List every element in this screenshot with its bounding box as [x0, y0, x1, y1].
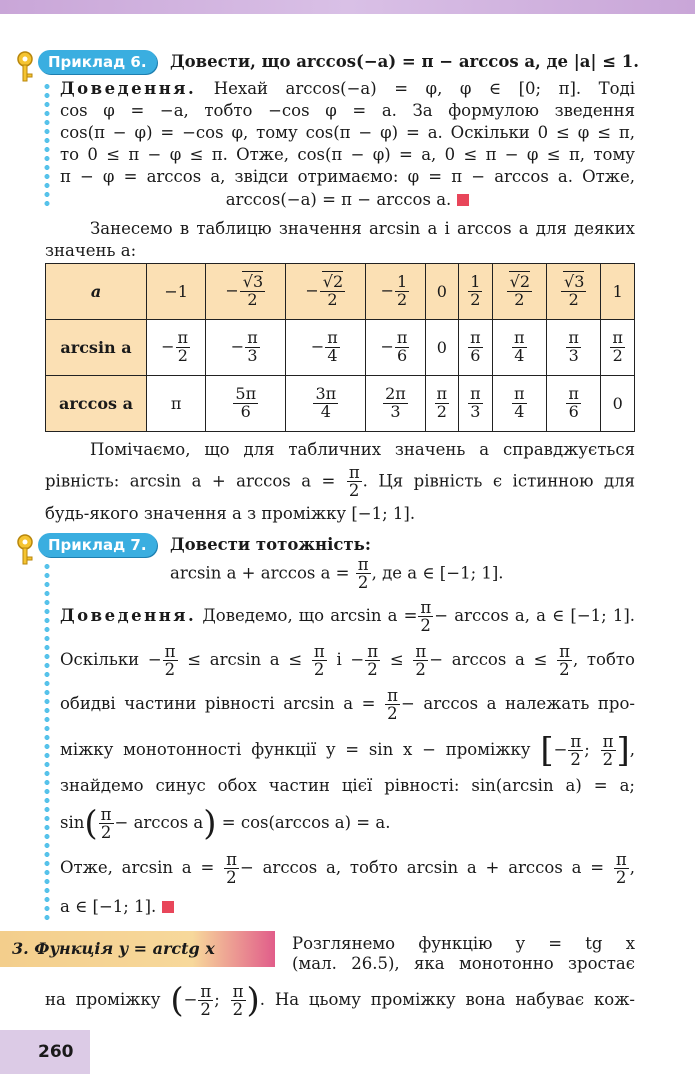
- dotted-margin: [44, 562, 50, 922]
- row-label-arccos: arccos a: [46, 376, 147, 432]
- example7-identity: arcsin a + arccos a = $\frac{\pi}{2}$ , де a ∈ [−1; 1].: [170, 555, 504, 593]
- example7-line2: Оскільки − $\frac{\pi}{2}$ ≤ arcsin a ≤ $\frac{\pi}{2}$ і − $\frac{\pi}{2}$ ≤ $\frac{\pi}{2}$ − arccos a ≤ $\frac{\pi}{2}$ , тобто: [60, 641, 635, 679]
- cell: − $\frac{√2}{2}$: [286, 264, 366, 320]
- example6-line6: [60, 189, 635, 211]
- table-intro-line1: Занесемо в таблицю значення arcsin a і arccos a для деяких: [90, 219, 635, 238]
- cell: $\frac{\pi}{2}$: [425, 376, 459, 432]
- section3-text3: на проміжку (− $\frac{\pi}{2}$ ; $\frac{\pi}{2}$ ). На цьому проміжку вона набуває кож-: [45, 980, 635, 1021]
- cell: $\frac{\pi}{3}$: [547, 320, 601, 376]
- remark-line2: рівність: arcsin a + arccos a = $\frac{\pi}{2}$ . Ця рівність є істинною для: [45, 463, 635, 501]
- cell: − $\frac{1}{2}$: [366, 264, 425, 320]
- remark-line1: Помічаємо, що для табличних значень a справджується: [90, 440, 635, 459]
- key-icon: [12, 50, 38, 84]
- page-number: 260: [0, 1030, 90, 1074]
- example7-badge: Приклад 7.: [38, 533, 157, 557]
- row-label-arcsin: arcsin a: [46, 320, 147, 376]
- example6-line1: [60, 78, 635, 100]
- example6-line5: π − φ = arccos a, звідси отримаємо: φ = π − arccos a. Отже,: [60, 167, 635, 186]
- table-row-arccos: [46, 376, 635, 432]
- example7-line1: Доведення. Доведемо, що arcsin a = $\frac{\pi}{2}$ − arccos a, a ∈ [−1; 1].: [60, 597, 636, 635]
- cell: −1: [147, 264, 206, 320]
- example7-statement: Довести тотожність:: [170, 535, 371, 554]
- cell: 0: [425, 264, 459, 320]
- cell: $\frac{5\pi}{6}$: [206, 376, 286, 432]
- example6-badge: Приклад 6.: [38, 50, 157, 74]
- cell: − $\frac{\pi}{2}$: [147, 320, 206, 376]
- example7-line5: знайдемо синус обох частин цієї рівності: sin(arcsin a) = a;: [60, 776, 635, 795]
- cell: $\frac{\pi}{2}$: [601, 320, 635, 376]
- cell: $\frac{√3}{2}$: [547, 264, 601, 320]
- remark-line3: будь-якого значення a з проміжку [−1; 1].: [45, 504, 416, 523]
- cell: $\frac{2\pi}{3}$: [366, 376, 425, 432]
- cell: $\frac{1}{2}$: [459, 264, 493, 320]
- key-icon: [12, 533, 38, 567]
- example6-line4: то 0 ≤ π − φ ≤ π. Отже, cos(π − φ) = a, 0 ≤ π − φ ≤ π, тому: [60, 145, 635, 164]
- cell: − $\frac{√3}{2}$: [206, 264, 286, 320]
- cell: 0: [601, 376, 635, 432]
- values-table: [45, 263, 635, 432]
- example6-statement: Довести, що arccos(−a) = π − arccos a, де |a| ≤ 1.: [170, 52, 640, 71]
- table-intro-line2: значень a:: [45, 241, 137, 260]
- example6-line2: cos φ = −a, тобто −cos φ = a. За формулою зведення: [60, 101, 635, 120]
- example6-line3: cos(π − φ) = −cos φ, тому cos(π − φ) = a. Оскільки 0 ≤ φ ≤ π,: [60, 123, 635, 142]
- table-row-arcsin: [46, 320, 635, 376]
- example7-line3: обидві частини рівності arcsin a = $\frac{\pi}{2}$ − arccos a належать про-: [60, 685, 635, 723]
- cell: − $\frac{\pi}{3}$: [206, 320, 286, 376]
- cell: $\frac{3\pi}{4}$: [286, 376, 366, 432]
- cell: $\frac{\pi}{3}$: [459, 376, 493, 432]
- cell: 1: [601, 264, 635, 320]
- dotted-margin: [44, 82, 50, 210]
- section3-text2: (мал. 26.5), яка монотонно зростає: [292, 954, 635, 973]
- cell: $\frac{√2}{2}$: [492, 264, 546, 320]
- proof-label: Доведення.: [60, 79, 197, 98]
- section3-text1: Розглянемо функцію y = tg x: [292, 934, 635, 953]
- example7-line4: міжку монотонності функції y = sin x − проміжку [− $\frac{\pi}{2}$ ; $\frac{\pi}{2}$ ],: [60, 730, 636, 771]
- cell: $\frac{\pi}{4}$: [492, 376, 546, 432]
- qed-mark: [457, 194, 469, 206]
- top-decor-band: [0, 0, 695, 14]
- section3-title: 3. Функція y = arctg x: [0, 931, 275, 967]
- cell: $\frac{\pi}{6}$: [459, 320, 493, 376]
- row-label-a: a: [46, 264, 147, 320]
- cell: − $\frac{\pi}{6}$: [366, 320, 425, 376]
- example6-line1-text: Нехай arccos(−a) = φ, φ ∈ [0; π]. Тоді: [213, 79, 636, 98]
- qed-mark: [162, 901, 174, 913]
- example7-line7: Отже, arcsin a = $\frac{\pi}{2}$ − arccos a, тобто arcsin a + arccos a = $\frac{\pi}{2}$ ,: [60, 849, 636, 887]
- cell: − $\frac{\pi}{4}$: [286, 320, 366, 376]
- cell: π: [147, 376, 206, 432]
- example7-line8: a ∈ [−1; 1].: [60, 896, 635, 918]
- example6-conclusion: arccos(−a) = π − arccos a.: [225, 190, 452, 209]
- cell: $\frac{\pi}{6}$: [547, 376, 601, 432]
- example7-line6: sin( $\frac{\pi}{2}$ − arccos a) = cos(arccos a) = a.: [60, 803, 391, 844]
- cell: $\frac{\pi}{4}$: [492, 320, 546, 376]
- table-row-a: [46, 264, 635, 320]
- cell: 0: [425, 320, 459, 376]
